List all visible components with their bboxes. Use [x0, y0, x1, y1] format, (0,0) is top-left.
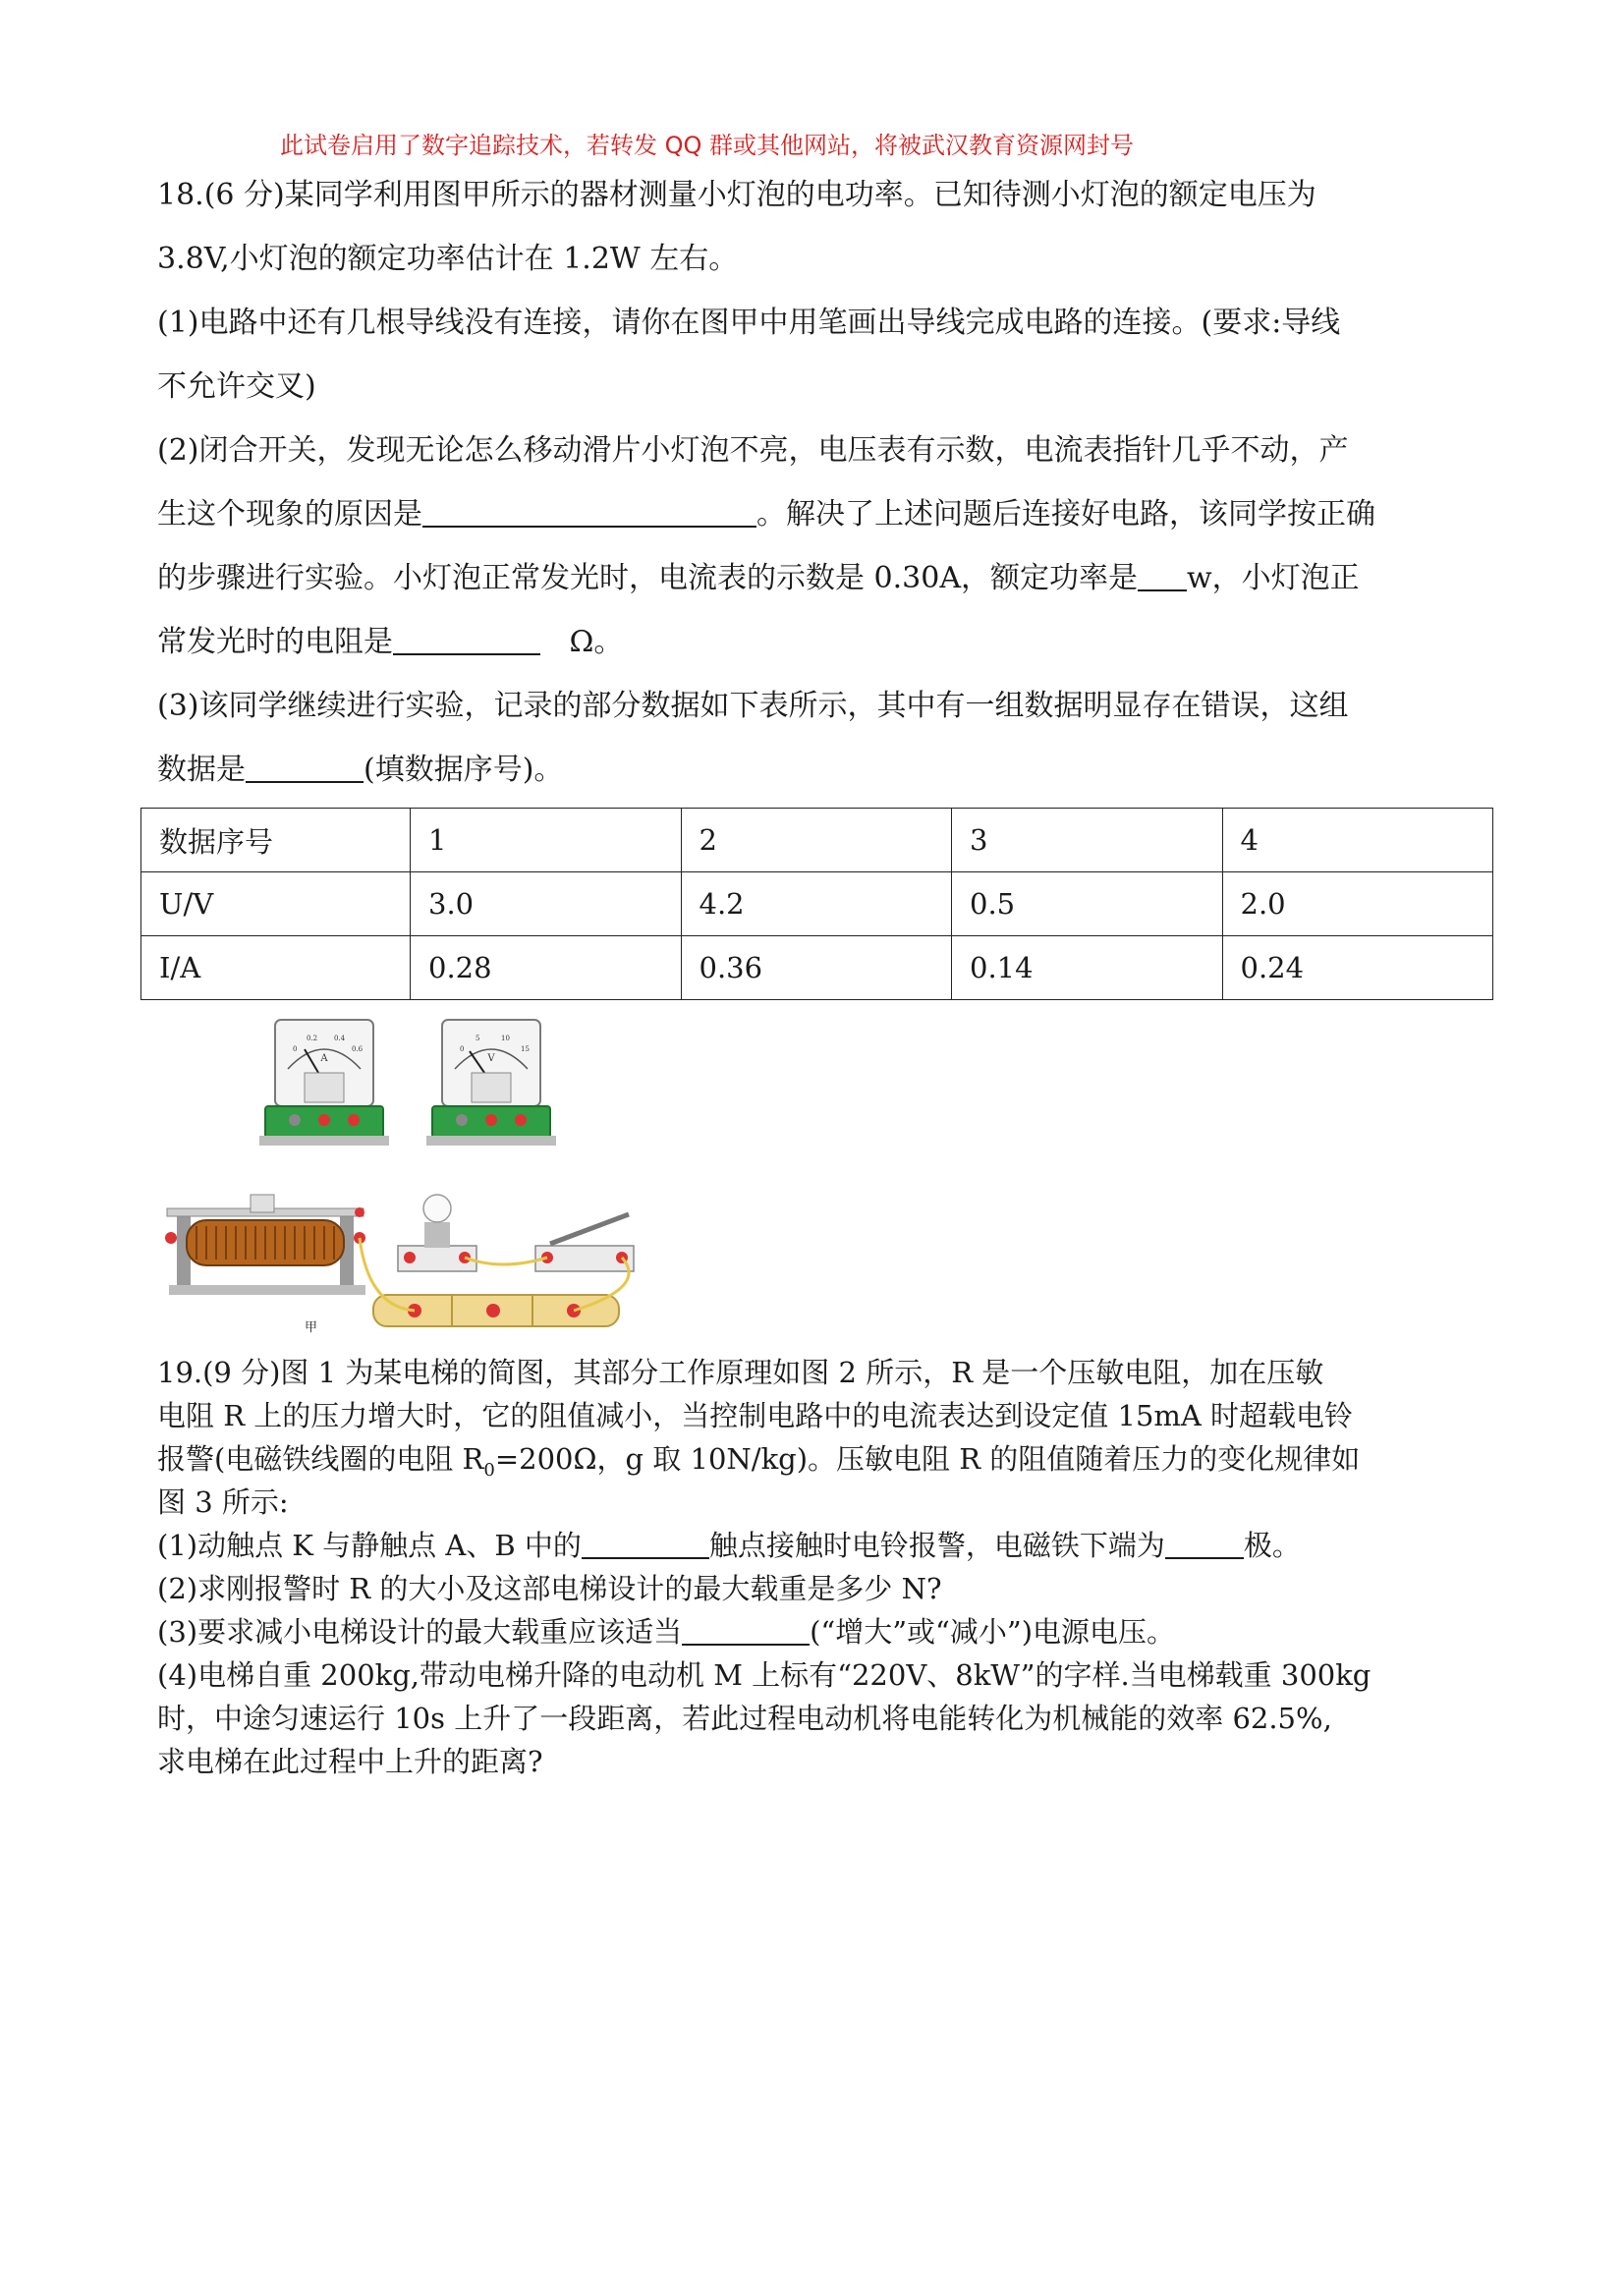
q18-line: [157, 482, 1493, 546]
q19-line: 19.(9 分)图 1 为某电梯的简图，其部分工作原理如图 2 所示，R 是一个压敏电阻，加在压敏: [157, 1356, 1324, 1389]
q18-text: w，小灯泡正: [1187, 561, 1360, 595]
voltmeter-tick-label: 15: [521, 1045, 530, 1053]
q19-text: =200Ω，g 取 10N/kg)。压敏电阻 R 的阻值随着压力的变化规律如: [494, 1442, 1361, 1476]
table-cell: 0.28: [411, 936, 682, 1000]
question-19: [157, 1351, 1493, 1783]
answer-blank-cause[interactable]: [422, 496, 756, 528]
q19-line: [157, 1437, 1493, 1481]
q19-text: (“增大”或“减小”)电源电压。: [810, 1615, 1176, 1649]
table-cell: 1: [411, 809, 682, 872]
table-cell: 0.14: [952, 936, 1223, 1000]
question-18: [157, 163, 1493, 802]
q18-line: [157, 546, 1493, 610]
bulb: [398, 1195, 476, 1271]
table-cell: 4.2: [681, 872, 952, 936]
q18-text: 的步骤进行实验。小灯泡正常发光时，电流表的示数是 0.30A，额定功率是: [157, 561, 1138, 595]
voltmeter-tick-label: 5: [476, 1035, 480, 1042]
q18-text: 。解决了上述问题后连接好电路，该同学按正确: [756, 497, 1375, 532]
q18-text: Ω。: [560, 625, 624, 659]
answer-blank-voltage[interactable]: [682, 1614, 810, 1646]
table-cell: 4: [1222, 809, 1493, 872]
q18-line: (1)电路中还有几根导线没有连接，请你在图甲中用笔画出导线完成电路的连接。(要求:导线: [157, 306, 1341, 340]
table-cell: 0.24: [1222, 936, 1493, 1000]
table-cell: 数据序号: [141, 809, 411, 872]
ammeter-tick-label: 0.2: [307, 1035, 318, 1042]
q19-line: (4)电梯自重 200kg,带动电梯升降的电动机 M 上标有“220V、8kW”的字样.当电梯载重 300kg: [157, 1658, 1371, 1692]
copyright-notice: 此试卷启用了数字追踪技术，若转发 QQ 群或其他网站，将被武汉教育资源网封号: [280, 132, 1135, 159]
table-cell: 0.5: [952, 872, 1223, 936]
q19-line: (2)求刚报警时 R 的大小及这部电梯设计的最大载重是多少 N?: [157, 1572, 942, 1605]
answer-blank-power[interactable]: [1138, 560, 1187, 591]
q18-line: 18.(6 分)某同学利用图甲所示的器材测量小灯泡的电功率。已知待测小灯泡的额定电压为: [157, 178, 1316, 212]
answer-blank-resistance[interactable]: [393, 624, 540, 655]
q18-line: (3)该同学继续进行实验，记录的部分数据如下表所示，其中有一组数据明显存在错误，这组: [157, 689, 1349, 723]
circuit-figure: [157, 1012, 668, 1336]
q19-line: [157, 1524, 1493, 1567]
table-cell: 2.0: [1222, 872, 1493, 936]
subscript: 0: [483, 1459, 495, 1481]
voltmeter: [426, 1020, 556, 1146]
figure-label: 甲: [305, 1319, 318, 1334]
table-cell: 3: [952, 809, 1223, 872]
q18-line: (2)闭合开关，发现无论怎么移动滑片小灯泡不亮，电压表有示数，电流表指针几乎不动，产: [157, 433, 1349, 468]
q19-line: 电阻 R 上的压力增大时，它的阻值减小，当控制电路中的电流表达到设定值 15mA 时超载电铃: [157, 1399, 1354, 1432]
q18-line: [157, 738, 1493, 802]
q19-line: [157, 1610, 1493, 1653]
table-row: [141, 936, 1493, 1000]
q18-text: (填数据序号)。: [364, 753, 564, 787]
q19-text: 触点接触时电铃报警，电磁铁下端为: [708, 1529, 1165, 1562]
voltmeter-tick-label: 10: [501, 1035, 510, 1042]
q19-line: 求电梯在此过程中上升的距离?: [157, 1745, 543, 1778]
ammeter-letter: A: [320, 1053, 328, 1064]
answer-blank-error-row[interactable]: [246, 752, 364, 783]
q19-line: 图 3 所示:: [157, 1485, 289, 1519]
q19-text: (1)动触点 K 与静触点 A、B 中的: [157, 1529, 582, 1562]
q19-text: (3)要求减小电梯设计的最大载重应该适当: [157, 1615, 683, 1649]
q18-line: 3.8V,小灯泡的额定功率估计在 1.2W 左右。: [157, 242, 739, 276]
ammeter: [259, 1020, 389, 1146]
table-cell: 0.36: [681, 936, 952, 1000]
table-row: [141, 872, 1493, 936]
table-cell: I/A: [141, 936, 411, 1000]
ammeter-tick-label: 0.4: [334, 1035, 346, 1042]
table-cell: 2: [681, 809, 952, 872]
q19-text: 极。: [1243, 1529, 1301, 1562]
q18-text: 数据是: [157, 753, 246, 787]
switch: [535, 1214, 634, 1271]
q18-line: [157, 610, 1493, 674]
ammeter-tick-label: 0.6: [352, 1045, 364, 1053]
answer-blank-pole[interactable]: [1165, 1528, 1244, 1559]
table-cell: 3.0: [411, 872, 682, 936]
answer-blank-contact[interactable]: [582, 1528, 709, 1559]
voltmeter-letter: V: [487, 1053, 495, 1064]
q19-line: 时，中途匀速运行 10s 上升了一段距离，若此过程电动机将电能转化为机械能的效率 62.5%,: [157, 1702, 1332, 1735]
rheostat: [165, 1195, 365, 1295]
table-header-row: [141, 809, 1493, 872]
q18-text: 生这个现象的原因是: [157, 497, 422, 532]
ammeter-tick-label: 0: [293, 1045, 298, 1053]
data-table: [140, 808, 1493, 1000]
q18-text: 常发光时的电阻是: [157, 625, 393, 659]
q18-line: 不允许交叉): [157, 369, 316, 404]
q19-text: 报警(电磁铁线圈的电阻 R: [157, 1442, 484, 1476]
table-cell: U/V: [141, 872, 411, 936]
voltmeter-tick-label: 0: [460, 1045, 465, 1053]
